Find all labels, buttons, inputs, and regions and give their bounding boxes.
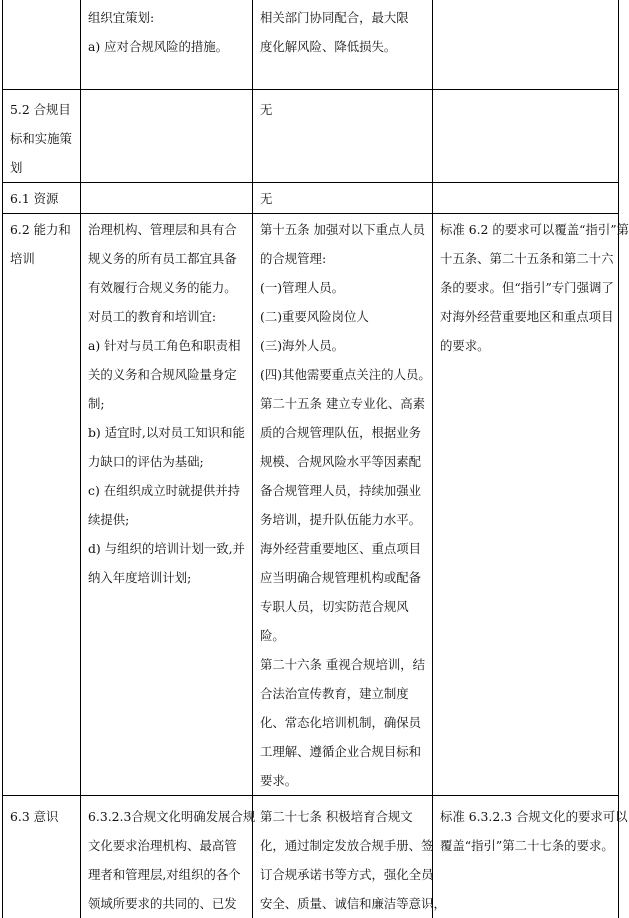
standard-text-line: c) 在组织成立时就提供并持 — [88, 476, 245, 505]
standard-text-line: 理者和管理层,对组织的各个 — [88, 860, 245, 889]
guideline-text-line: 第二十七条 积极培育合规文 — [260, 802, 425, 831]
guideline-text-line: 第二十六条 重视合规培训，结 — [260, 650, 425, 679]
standard-cell — [81, 183, 253, 214]
guideline-text-line: 应当明确合规管理机构或配备 — [260, 563, 425, 592]
guideline-text-line: 相关部门协同配合，最大限 — [260, 3, 425, 32]
guideline-text-line: 海外经营重要地区、重点项目 — [260, 534, 425, 563]
standard-text-line: 续提供; — [88, 505, 245, 534]
table-row — [3, 183, 619, 214]
guideline-text-line: 化、常态化培训机制，确保员 — [260, 708, 425, 737]
standard-text-line: 领域所要求的共同的、已发 — [88, 889, 245, 918]
standard-text-line: 治理机构、管理层和具有合 — [88, 215, 245, 244]
compliance-comparison-table — [2, 0, 619, 918]
guideline-text-line: 合法治宣传教育，建立制度 — [260, 679, 425, 708]
guideline-text-line: 无 — [260, 184, 425, 213]
note-text-line: 条的要求。但“指引”专门强调了 — [440, 273, 611, 302]
note-text-line: 标准 6.3.2.3 合规文化的要求可以 — [440, 802, 611, 831]
standard-text-line: a) 应对合规风险的措施。 — [88, 32, 245, 61]
note-text-line: 的要求。 — [440, 331, 611, 360]
standard-cell — [81, 214, 253, 796]
guideline-text-line: 第十五条 加强对以下重点人员 — [260, 215, 425, 244]
standard-text-line: a) 针对与员工角色和职责相 — [88, 331, 245, 360]
standard-text-line: 6.3.2.3合规文化明确发展合规 — [88, 802, 245, 831]
guideline-cell — [253, 0, 433, 90]
standard-cell — [81, 796, 253, 918]
guideline-cell — [253, 214, 433, 796]
standard-text-line: 力缺口的评估为基础; — [88, 447, 245, 476]
guideline-text-line: 质的合规管理队伍，根据业务 — [260, 418, 425, 447]
standard-text-line: 组织宜策划: — [88, 3, 245, 32]
note-cell — [433, 183, 619, 214]
note-cell — [433, 214, 619, 796]
guideline-text-line: 规模、合规风险水平等因素配 — [260, 447, 425, 476]
guideline-text-line: 备合规管理人员，持续加强业 — [260, 476, 425, 505]
standard-text-line: 文化要求治理机构、最高管 — [88, 831, 245, 860]
note-cell — [433, 90, 619, 183]
guideline-text-line: (二)重要风险岗位人 — [260, 302, 425, 331]
guideline-text-line: 安全、质量、诚信和廉洁等意识， — [260, 889, 425, 918]
guideline-text-line: 要求。 — [260, 766, 425, 795]
standard-text-line: 纳入年度培训计划; — [88, 563, 245, 592]
guideline-text-line: 化，通过制定发放合规手册、签 — [260, 831, 425, 860]
section-cell — [3, 90, 81, 183]
section-text-line: 5.2 合规目 — [10, 95, 73, 124]
guideline-text-line: (四)其他需要重点关注的人员。 — [260, 360, 425, 389]
guideline-cell — [253, 183, 433, 214]
note-text-line: 对海外经营重要地区和重点项目 — [440, 302, 611, 331]
note-text-line: 覆盖“指引”第二十七条的要求。 — [440, 831, 611, 860]
guideline-cell — [253, 796, 433, 918]
note-cell — [433, 0, 619, 90]
guideline-text-line: 的合规管理: — [260, 244, 425, 273]
section-cell — [3, 796, 81, 918]
guideline-text-line: (一)管理人员。 — [260, 273, 425, 302]
section-text-line: 划 — [10, 153, 73, 182]
guideline-text-line: 订合规承诺书等方式，强化全员 — [260, 860, 425, 889]
guideline-text-line: 度化解风险、降低损失。 — [260, 32, 425, 61]
standard-text-line: 制; — [88, 389, 245, 418]
table-row — [3, 796, 619, 918]
section-cell — [3, 0, 81, 90]
section-text-line: 6.2 能力和 — [10, 215, 73, 244]
section-text-line: 标和实施策 — [10, 124, 73, 153]
standard-cell — [81, 0, 253, 90]
table-row — [3, 214, 619, 796]
note-cell — [433, 796, 619, 918]
guideline-text-line: 务培训，提升队伍能力水平。 — [260, 505, 425, 534]
note-text-line: 十五条、第二十五条和第二十六 — [440, 244, 611, 273]
section-text-line: 6.3 意识 — [10, 802, 73, 831]
note-text-line: 标准 6.2 的要求可以覆盖“指引”第 — [440, 215, 611, 244]
standard-text-line: b) 适宜时,以对员工知识和能 — [88, 418, 245, 447]
standard-text-line: 关的义务和合规风险量身定 — [88, 360, 245, 389]
section-cell — [3, 214, 81, 796]
guideline-text-line: 专职人员，切实防范合规风 — [260, 592, 425, 621]
guideline-text-line: 险。 — [260, 621, 425, 650]
standard-text-line: 对员工的教育和培训宜: — [88, 302, 245, 331]
section-text-line: 6.1 资源 — [10, 184, 73, 213]
table-row — [3, 90, 619, 183]
section-cell — [3, 183, 81, 214]
standard-text-line: d) 与组织的培训计划一致,并 — [88, 534, 245, 563]
guideline-text-line: 无 — [260, 95, 425, 124]
standard-cell — [81, 90, 253, 183]
guideline-cell — [253, 90, 433, 183]
guideline-text-line: 工理解、遵循企业合规目标和 — [260, 737, 425, 766]
guideline-text-line: (三)海外人员。 — [260, 331, 425, 360]
guideline-text-line: 第二十五条 建立专业化、高素 — [260, 389, 425, 418]
standard-text-line: 规义务的所有员工都宜具备 — [88, 244, 245, 273]
table-row — [3, 0, 619, 90]
standard-text-line: 有效履行合规义务的能力。 — [88, 273, 245, 302]
section-text-line: 培训 — [10, 244, 73, 273]
